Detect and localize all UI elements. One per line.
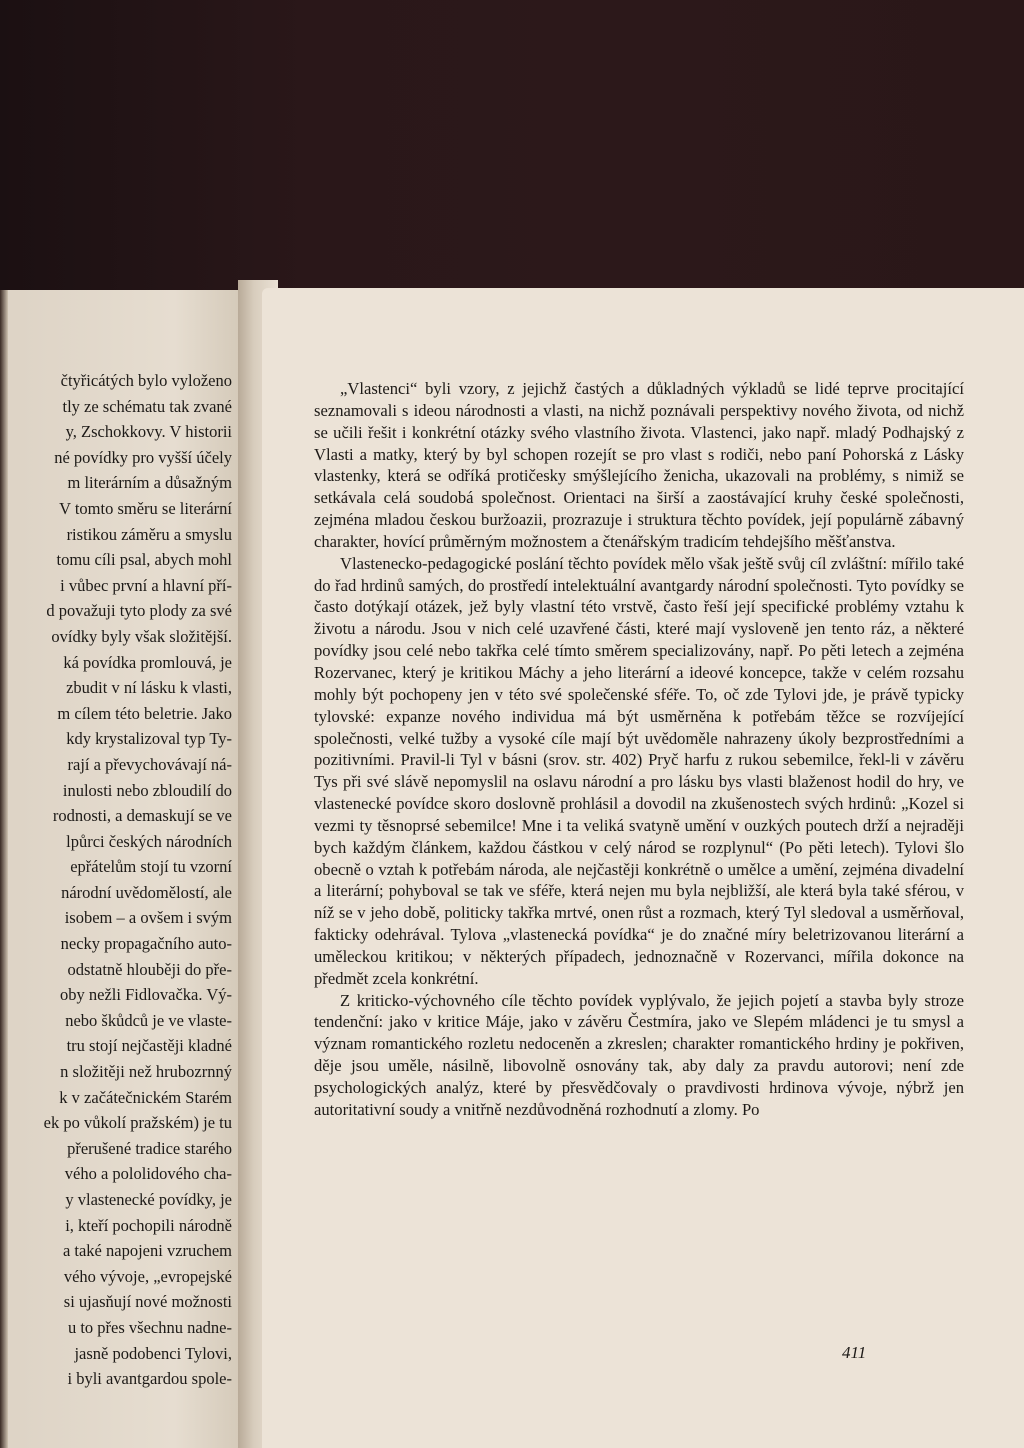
left-page-line: k v začátečnickém Starém [59,1087,232,1107]
left-page-line: rají a převychovávají ná- [67,754,232,774]
left-page-line: ristikou záměru a smyslu [66,524,232,544]
left-page-line: i vůbec první a hlavní pří- [60,575,232,595]
right-page-text [314,378,964,1121]
left-page-line: V tomto směru se literární [59,498,232,518]
left-page-line: odstatně hlouběji do pře- [67,959,232,979]
left-page-line: né povídky pro vyšší účely [54,447,232,467]
left-page [0,290,250,1448]
scanner-background [0,0,1024,300]
left-page-line: m cílem této beletrie. Jako [57,703,232,723]
left-page-line: přerušené tradice starého [67,1138,232,1158]
page-number: 411 [842,1343,867,1362]
left-page-line: n složitěji než hrubozrnný [60,1062,232,1082]
left-page-line: vého vývoje, „evropejské [63,1266,232,1286]
left-page-line: u to přes všechnu nadne- [67,1317,232,1337]
left-page-line: tly ze schématu tak zvané [62,396,232,416]
left-page-line: isobem – a ovšem i svým [64,908,232,928]
paragraph: „Vlastenci“ byli vzory, z jejichž častých a důkladných výkladů se lidé teprve procitající seznamovali s ideou národnosti a vlasti, na nichž poznávali perspektivy nového života, od nichž se učili řešit i konkrétní otázky svého vlastního života. Vlastenci, jako např. mladý Podhajský z Vlasti a matky, který by byl schopen rozejít se pro vlast s rodiči, nebo paní Pohorská z Lásky vlastenky, která se odříká protičesky smýšlejícího ženicha, ukazovali na problémy, s nimiž se setkávala celá soudobá společnost. Orientaci na širší a zaostávající kruhy české společnosti, zejména mladou českou buržoazii, prozrazuje i struktura těchto povídek, její populárně zábavný charakter, hovící průměrným možnostem a čtenářským tradicím tehdejšího měšťanstva. [314,379,964,551]
left-page-line: necky propagačního auto- [60,934,232,954]
left-page-line: zbudit v ní lásku k vlasti, [66,678,232,698]
left-page-line: ek po vůkolí pražském) je tu [43,1113,232,1133]
paragraph: Z kriticko-výchovného cíle těchto povídek vyplývalo, že jejich pojetí a stavba byly stroze tendenční: jako v kritice Máje, jako v závěru Čestmíra, jako ve Slepém mládenci je tu smysl a význam romantického rozletu nedoceněn a zkreslen; charakter romantického hrdiny je pokřiven, děje jsou uměle, násilně, libovolně osnovány tak, aby daly za pravdu autorovi; není zde psychologických analýz, které by přesvědčovaly o pravdivosti hrdinova vývoje, nýbrž jen autoritativní soudy a vnitřně nezdůvodněná rozhodnutí a zlomy. Po [314,990,964,1119]
left-page-line: ovídky byly však složitější. [51,626,232,646]
right-page [262,288,1024,1448]
left-page-line: i, kteří pochopili národně [65,1215,232,1235]
left-page-line: inulosti nebo zbloudilí do [62,780,232,800]
left-page-line: ká povídka promlouvá, je [63,652,232,672]
left-page-text [0,368,232,1392]
left-page-line: m literárním a důsažným [67,473,232,493]
left-page-line: y, Zschokkovy. V historii [65,422,232,442]
left-page-line: oby nežli Fidlovačka. Vý- [60,985,232,1005]
paragraph: Vlastenecko-pedagogické poslání těchto povídek mělo však ještě svůj cíl zvláštní: mířilo také do řad hrdinů samých, do prostředí intelektuální avantgardy národní společnosti. Tyto povídky se často dotýkají otázek, jež byly vlastní této vrstvě, často řeší její specifické problémy vztahu k životu a národu. Jsou v nich celé uzavřené části, které mají vysloveně jen tento ráz, a některé povídky jsou celé nebo takřka celé tímto směrem specializovány, např. Po pěti letech a zejména Rozervanec, který je kritikou Máchy a jeho literární a ideové koncepce, takže v celém rozsahu mohly být pochopeny jen v této své společenské sféře. To, oč zde Tylovi jde, je právě typicky tylovské: expanze nového individua má být usměrněna k potřebám těžce se rozvíjející společnosti, velké tužby a vysoké cíle mají být uvědoměle nahrazeny úkoly bezprostředními a pozitivními. Pravil-li Tyl v básni (srov. str. 402) Pryč harfu z rukou sebemilce, řekl-li v závěru Tys při své slávě nepomyslil na oslavu národní a pro lásku bys vlasti blaženost hodil do hry, ve vlastenecké povídce skoro doslovně prohlásil a dovodil na zkušenostech svých hrdinů: „Kozel si vezmi ty těsnoprsé sebemilce! Mne i ta veliká svatyně umění v ouzkých poutech drží a nejraději bych každým článkem, každou částkou v celý národ se rozplynul“ (Po pěti letech). Tylovi šlo obecně o vztah k potřebám národa, ale nejčastěji konkrétně o umělce a umění, zejména divadelní a literární; pohyboval se tak ve sféře, která nejen mu byla nejbližší, ale která byla také sférou, v níž se v jeho době, politicky takřka mrtvé, onen růst a rozmach, který Tyl sledoval a usměrňoval, fakticky odehrával. Tylova „vlastenecká povídka“ je do značné míry beletrizovanou literární a uměleckou kritikou; v některých případech, jednoznačně v Rozervanci, mířila dokonce na předmět zcela konkrétní. [314,553,964,988]
left-page-line: nebo škůdců je ve vlaste- [65,1010,232,1030]
left-page-line: kdy krystalizoval typ Ty- [66,729,232,749]
left-page-line: čtyřicátých bylo vyloženo [60,371,232,390]
left-page-line: rodnosti, a demaskují se ve [52,806,232,826]
left-page-line: národní uvědomělostí, ale [61,882,232,902]
left-page-line: i byli avantgardou spole- [67,1369,232,1389]
left-page-line: tomu cíli psal, abych mohl [56,550,232,570]
left-page-line: y vlastenecké povídky, je [65,1190,232,1209]
left-page-line: a také napojeni vzruchem [62,1241,232,1261]
left-page-line: si ujasňují nové možnosti [63,1292,232,1312]
left-page-line: d považuji tyto plody za své [46,601,232,621]
left-page-line: lpůrci českých národních [66,831,232,851]
left-page-line: epřátelům stojí tu vzorní [70,857,232,877]
left-page-line: tru stojí nejčastěji kladné [66,1036,232,1056]
left-page-line: jasně podobenci Tylovi, [74,1343,232,1363]
left-page-line: vého a pololidového cha- [64,1164,232,1184]
